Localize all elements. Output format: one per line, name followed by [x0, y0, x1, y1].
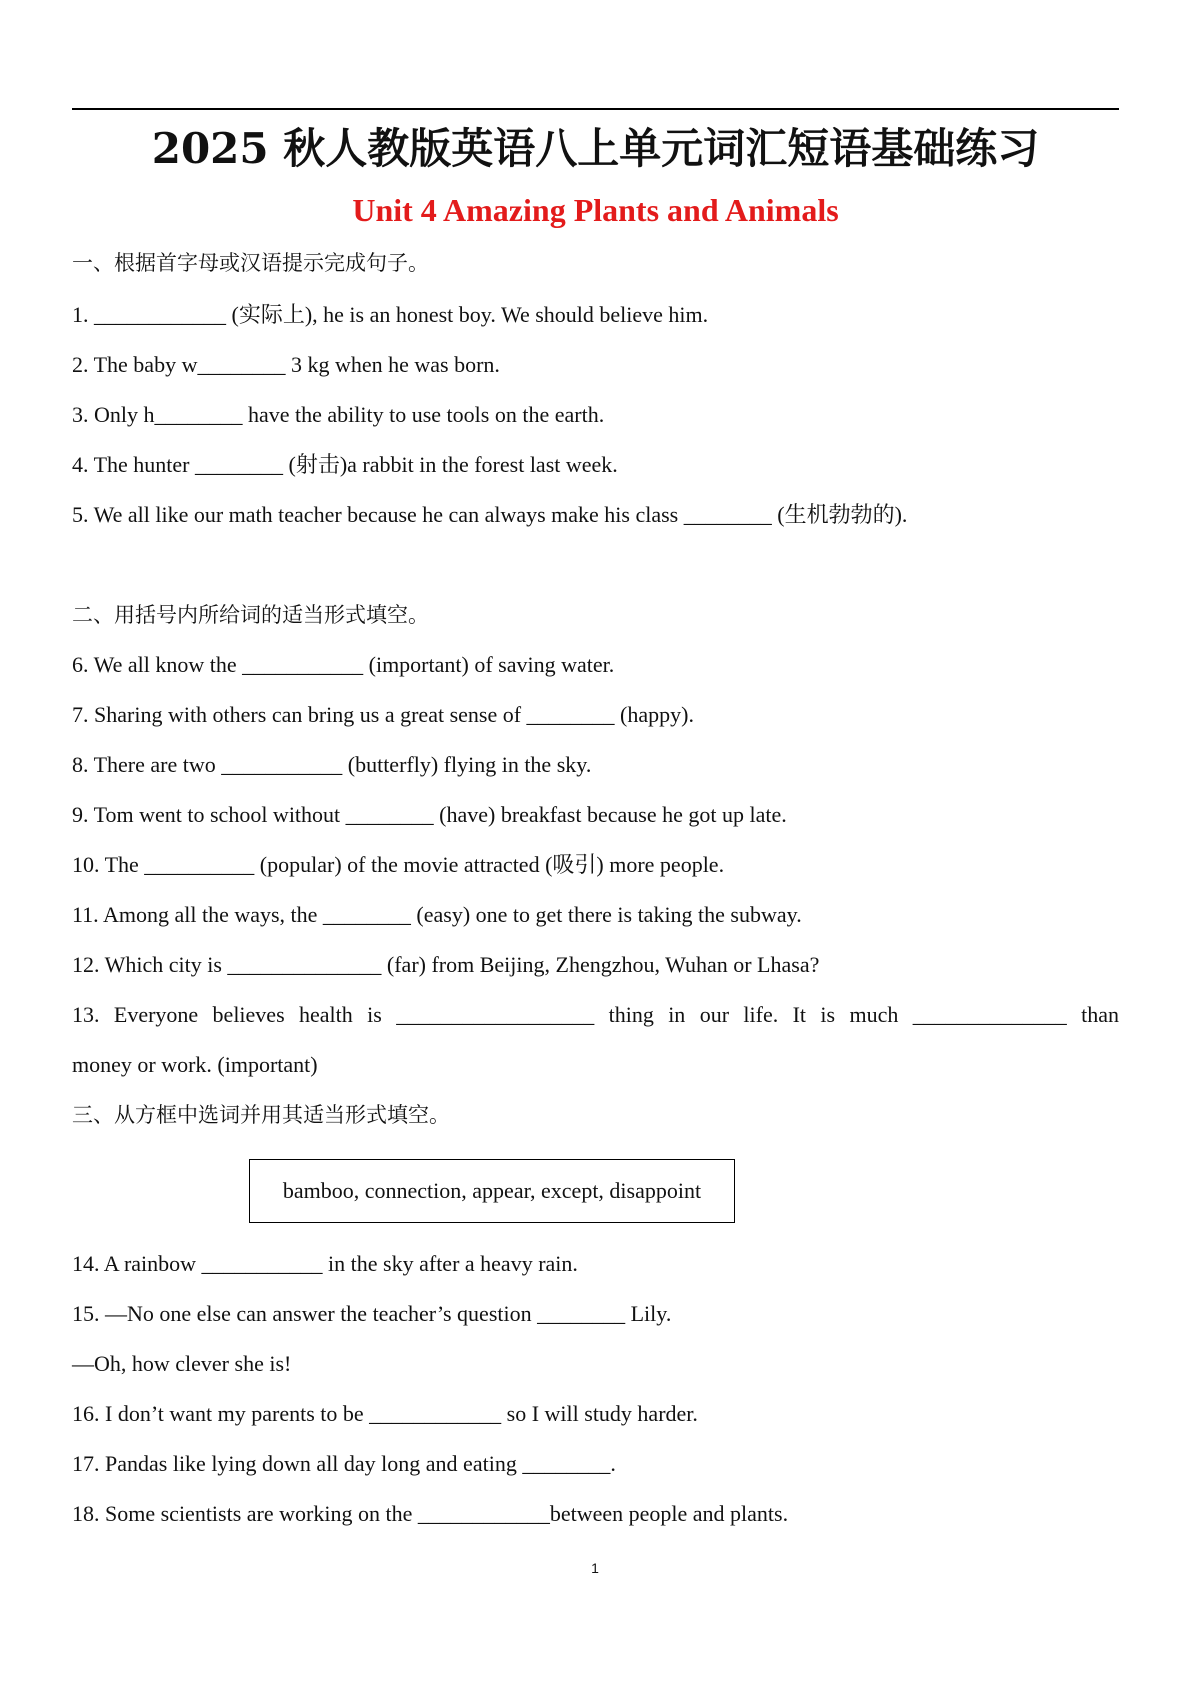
- question-10: 10. The __________ (popular) of the movie attracted (吸引) more people.: [72, 852, 725, 877]
- question-5: 5. We all like our math teacher because he can always make his class ________ (生机勃勃的).: [72, 502, 908, 527]
- question-2: 2. The baby w________ 3 kg when he was born.: [72, 352, 500, 377]
- question-16: 16. I don’t want my parents to be ____________ so I will study harder.: [72, 1401, 698, 1426]
- page-number: 1: [591, 1560, 599, 1576]
- question-7: 7. Sharing with others can bring us a great sense of ________ (happy).: [72, 702, 694, 727]
- section-heading-1: 一、根据首字母或汉语提示完成句子。: [72, 251, 429, 275]
- question-15: 15. —No one else can answer the teacher’s question ________ Lily.: [72, 1301, 672, 1326]
- question-3: 3. Only h________ have the ability to use tools on the earth.: [72, 402, 605, 427]
- top-rule: [72, 108, 1119, 110]
- question-1: 1. ____________ (实际上), he is an honest boy. We should believe him.: [72, 302, 709, 327]
- question-15-reply: —Oh, how clever she is!: [72, 1351, 292, 1376]
- question-12: 12. Which city is ______________ (far) from Beijing, Zhengzhou, Wuhan or Lhasa?: [72, 952, 820, 977]
- question-6: 6. We all know the ___________ (important) of saving water.: [72, 652, 615, 677]
- word-box: bamboo, connection, appear, except, disappoint: [249, 1159, 735, 1223]
- section-heading-3: 三、从方框中选词并用其适当形式填空。: [72, 1103, 450, 1127]
- question-17: 17. Pandas like lying down all day long and eating ________.: [72, 1451, 616, 1476]
- question-9: 9. Tom went to school without ________ (have) breakfast because he got up late.: [72, 802, 787, 827]
- question-13: 13. Everyone believes health is __________________ thing in our life. It is much ______________ than: [72, 1002, 1119, 1027]
- unit-subtitle: Unit 4 Amazing Plants and Animals: [352, 192, 839, 228]
- question-18: 18. Some scientists are working on the ____________between people and plants.: [72, 1501, 789, 1526]
- question-13-continuation: money or work. (important): [72, 1052, 318, 1077]
- question-4: 4. The hunter ________ (射击)a rabbit in the forest last week.: [72, 452, 618, 477]
- question-11: 11. Among all the ways, the ________ (easy) one to get there is taking the subway.: [72, 902, 802, 927]
- question-8: 8. There are two ___________ (butterfly) flying in the sky.: [72, 752, 592, 777]
- section-heading-2: 二、用括号内所给词的适当形式填空。: [72, 603, 429, 627]
- page-title: 2025 秋人教版英语八上单元词汇短语基础练习: [151, 124, 1040, 173]
- question-14: 14. A rainbow ___________ in the sky after a heavy rain.: [72, 1251, 578, 1276]
